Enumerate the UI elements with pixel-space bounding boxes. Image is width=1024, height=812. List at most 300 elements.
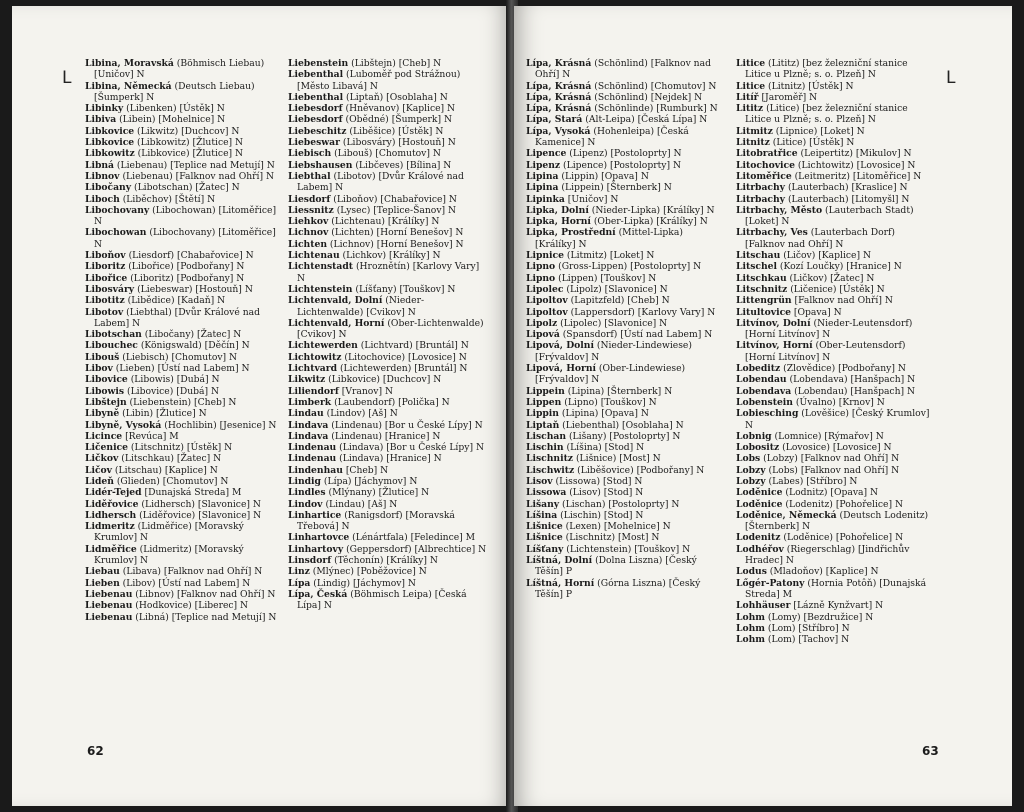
entry-headword: Libořice <box>85 272 128 284</box>
entry-details: (Lichnov) [Horní Benešov] N <box>327 238 464 250</box>
entry-details: (Libkovice) [Žlutice] N <box>134 148 244 160</box>
entry-headword: Liptaň <box>526 419 560 431</box>
entry-headword: Lindau <box>288 408 324 420</box>
index-entry <box>85 58 285 81</box>
entry-details: (Lobs) [Falknov nad Ohří] N <box>765 464 900 476</box>
index-entry <box>288 171 488 194</box>
index-entry <box>736 544 936 567</box>
entry-details: (Lomnice) [Rýmařov] N <box>771 430 884 442</box>
entry-details: (Lom) [Tachov] N <box>765 634 850 646</box>
entry-details: (Ličenice) [Ústěk] N <box>787 283 885 295</box>
entry-headword: Lipence <box>526 148 567 160</box>
entry-details: (Loděnice) [Pohořelice] N <box>780 532 904 544</box>
entry-headword: Lichtowitz <box>288 351 342 363</box>
entry-details: [Jaroměř] N <box>758 91 818 103</box>
entry-details: (Libouš) [Chomutov] N <box>331 148 441 160</box>
entry-details: (Lobzy) [Falknov nad Ohří] N <box>760 453 900 465</box>
entry-headword: Linhartice <box>288 509 342 521</box>
entry-details: (Lysec) [Teplice-Šanov] N <box>333 204 457 216</box>
index-entry <box>288 126 488 137</box>
index-entry <box>288 555 488 566</box>
entry-headword: Lichnov <box>288 227 329 239</box>
index-entry <box>288 465 488 476</box>
index-entry <box>85 510 285 521</box>
entry-details: (Líšina) [Stod] N <box>563 442 645 454</box>
entry-headword: Linhartovy <box>288 543 344 555</box>
index-entry <box>736 194 936 205</box>
entry-headword: Libochovany <box>85 204 150 216</box>
index-entry <box>526 81 726 92</box>
entry-headword: Lischwitz <box>526 464 575 476</box>
entry-headword: Liděřovice <box>85 498 139 510</box>
entry-details: (Gross-Lippen) [Postoloprty] N <box>555 261 702 273</box>
entry-headword: Libočany <box>85 182 132 194</box>
entry-headword: Liebshausen <box>288 159 353 171</box>
entry-details: (Ober-Lindewiese) [Frývaldov] N <box>535 363 686 386</box>
index-entry <box>736 250 936 261</box>
entry-headword: Linz <box>288 566 310 578</box>
entry-details: (Libořice) [Podbořany] N <box>125 261 245 273</box>
index-entry <box>526 420 726 431</box>
entry-headword: Ličkov <box>85 453 119 465</box>
entry-details: (Mlýnec) [Poběžovice] N <box>309 566 427 578</box>
entry-headword: Liebau <box>85 566 120 578</box>
index-entry <box>85 205 285 228</box>
entry-headword: Lípa, Krásná <box>526 103 592 115</box>
index-entry <box>526 499 726 510</box>
index-entry <box>85 408 285 419</box>
index-entry <box>526 476 726 487</box>
entry-details: (Úvalno) [Krnov] N <box>792 396 885 408</box>
entry-details: (Lipina) [Šternberk] N <box>564 385 673 397</box>
entry-details: (Libotov) [Dvůr Králové nad Labem] N <box>297 170 464 194</box>
entry-details: (Lomy) [Bezdružice] N <box>765 611 874 623</box>
entry-details: (Liesdorf) [Chabařovice] N <box>125 250 254 262</box>
entry-details: (Libowis) [Dubá] N <box>127 374 220 386</box>
entry-details: [Revúca] M <box>122 430 179 442</box>
entry-details: (Schönlind) [Nejdek] N <box>591 91 703 103</box>
left-page-number: 62 <box>87 744 104 758</box>
index-entry <box>288 386 488 397</box>
entry-headword: Libštejn <box>85 396 127 408</box>
entry-headword: Lissowa <box>526 487 567 499</box>
index-entry <box>288 69 488 92</box>
index-entry <box>288 453 488 464</box>
entry-details: (Liběchov) [Štětí] N <box>119 193 216 205</box>
entry-headword: Lőgér-Patony <box>736 577 805 589</box>
entry-headword: Lipoltov <box>526 295 568 307</box>
index-entry <box>85 137 285 148</box>
entry-headword: Líštná, Dolní <box>526 555 593 567</box>
index-entry <box>288 532 488 543</box>
entry-details: (Lipnice) [Loket] N <box>772 125 865 137</box>
entry-headword: Lidměřice <box>85 543 137 555</box>
entry-headword: Liebenthal <box>288 91 344 103</box>
entry-headword: Libiva <box>85 114 117 126</box>
index-entry <box>288 487 488 498</box>
index-entry <box>736 261 936 272</box>
index-entry <box>288 250 488 261</box>
entry-headword: Lipolec <box>526 283 564 295</box>
entry-details: [Opava] N <box>791 306 842 318</box>
entry-headword: Libotov <box>85 306 124 318</box>
entry-details: (Lipence) [Postoloprty] N <box>560 159 682 171</box>
index-entry <box>736 137 936 148</box>
entry-details: [Lázně Kynžvart] N <box>790 600 884 612</box>
index-entry <box>85 227 285 250</box>
entry-details: (Lipenz) [Postoloprty] N <box>566 148 682 160</box>
entry-details: (Laubendorf) [Polička] N <box>331 396 450 408</box>
index-entry <box>85 465 285 476</box>
index-entry <box>85 566 285 577</box>
right-page-column-1 <box>526 58 726 600</box>
entry-details: (Libnov) [Falknov nad Ohří] N <box>132 588 276 600</box>
entry-details: (Lindau) [Aš] N <box>322 498 398 510</box>
entry-headword: Lichtenstein <box>288 283 353 295</box>
entry-headword: Libyně <box>85 408 120 420</box>
index-entry <box>526 295 726 306</box>
entry-headword: Loděnice <box>736 487 783 499</box>
entry-headword: Libouš <box>85 351 120 363</box>
entry-headword: Lípa, Krásná <box>526 91 592 103</box>
entry-headword: Lodus <box>736 566 767 578</box>
entry-headword: Lohm <box>736 611 765 623</box>
entry-headword: Litrbachy, Město <box>736 204 823 216</box>
entry-headword: Libouchec <box>85 340 138 352</box>
entry-details: (Litochovice) [Lovosice] N <box>341 351 467 363</box>
entry-details: (Lexen) [Mohelnice] N <box>562 521 671 533</box>
index-entry <box>736 103 936 126</box>
entry-headword: Ličov <box>85 464 113 476</box>
entry-headword: Lobenstein <box>736 396 793 408</box>
entry-headword: Lipina <box>526 182 559 194</box>
index-entry <box>736 92 936 103</box>
entry-details: (Nieder-Lindewiese) [Frývaldov] N <box>535 340 692 363</box>
entry-details: (Libosváry) [Hostouň] N <box>339 137 456 149</box>
entry-details: (Lisov) [Stod] N <box>566 487 644 499</box>
entry-headword: Licince <box>85 430 123 442</box>
entry-details: (Liebenstein) [Cheb] N <box>126 396 237 408</box>
index-entry <box>736 532 936 543</box>
entry-details: (Nieder-Lichtenwalde) [Cvikov] N <box>297 295 425 318</box>
entry-headword: Liessnitz <box>288 204 334 216</box>
entry-details: (Lindava) [Bor u České Lípy] N <box>336 442 484 454</box>
index-entry <box>526 555 726 578</box>
index-entry <box>85 194 285 205</box>
entry-details: (Lindava) [Hranice] N <box>336 453 442 465</box>
entry-details: (Lišany) [Postoloprty] N <box>566 430 681 442</box>
entry-headword: Lípa, Krásná <box>526 80 592 92</box>
entry-details: (Schönlind) [Chomutov] N <box>591 80 717 92</box>
index-entry <box>736 81 936 92</box>
entry-details: (Lichkov) [Králíky] N <box>339 250 441 262</box>
entry-details: (Ober-Leutensdorf) [Horní Litvínov] N <box>745 340 906 363</box>
entry-headword: Lipová, Dolní <box>526 340 594 352</box>
index-entry <box>85 295 285 306</box>
index-entry <box>736 126 936 137</box>
index-entry <box>736 374 936 385</box>
entry-headword: Limberk <box>288 396 332 408</box>
entry-headword: Lideň <box>85 475 114 487</box>
entry-headword: Lipnice <box>526 250 564 262</box>
entry-headword: Libov <box>85 363 113 375</box>
index-entry <box>288 205 488 216</box>
index-entry <box>85 612 285 623</box>
entry-headword: Lobeditz <box>736 363 781 375</box>
index-entry <box>85 160 285 171</box>
entry-headword: Litoměřice <box>736 170 792 182</box>
entry-details: (Kozí Loučky) [Hranice] N <box>776 261 902 273</box>
entry-details: (Ober-Lipka) [Králíky] N <box>590 216 708 228</box>
entry-headword: Liboch <box>85 193 120 205</box>
index-entry <box>288 239 488 250</box>
entry-headword: Liehkov <box>288 216 329 228</box>
index-entry <box>736 205 936 228</box>
entry-details: (Deutsch Lodenitz) [Šternberk] N <box>745 509 929 533</box>
index-entry <box>526 126 726 149</box>
entry-details: (Luboměř pod Strážnou) [Město Libavá] N <box>297 69 461 92</box>
index-entry <box>85 307 285 330</box>
entry-details: (Lobendava) [Hanšpach] N <box>786 374 916 386</box>
index-entry <box>85 431 285 442</box>
index-entry <box>526 453 726 464</box>
entry-details: (Glieden) [Chomutov] N <box>113 475 229 487</box>
entry-headword: Lišany <box>526 498 560 510</box>
entry-headword: Lischan <box>526 430 567 442</box>
index-entry <box>526 148 726 159</box>
index-entry <box>85 329 285 340</box>
entry-details: (Lipina) [Opava] N <box>558 408 649 420</box>
entry-details: (Spansdorf) [Ústí nad Labem] N <box>559 329 713 341</box>
index-entry <box>526 58 726 81</box>
entry-details: (Lindig) [Jáchymov] N <box>310 577 416 589</box>
entry-details: (Litnitz) [Ústěk] N <box>765 80 854 92</box>
entry-headword: Liebthal <box>288 170 331 182</box>
entry-details: (Lindenau) [Bor u České Lípy] N <box>328 419 483 431</box>
entry-headword: Lobnig <box>736 430 772 442</box>
entry-headword: Lindenau <box>288 442 337 454</box>
entry-headword: Lischnitz <box>526 453 574 465</box>
entry-headword: Litíř <box>736 91 759 103</box>
index-entry <box>526 408 726 419</box>
index-entry <box>85 420 285 431</box>
index-entry <box>736 284 936 295</box>
entry-headword: Lippein <box>526 385 565 397</box>
entry-details: (Liebeswar) [Hostouň] N <box>134 283 253 295</box>
index-entry <box>288 227 488 238</box>
entry-headword: Lohm <box>736 634 765 646</box>
entry-details: (Böhmisch Leipa) [Česká Lípa] N <box>297 588 467 612</box>
index-entry <box>736 431 936 442</box>
index-entry <box>288 363 488 374</box>
entry-details: (Böhmisch Liebau) [Uničov] N <box>94 58 265 81</box>
entry-details: (Lénártfala) [Feledince] M <box>349 532 476 544</box>
entry-details: (Lom) [Stříbro] N <box>765 622 850 634</box>
index-entry <box>526 510 726 521</box>
index-entry <box>85 261 285 272</box>
index-entry <box>288 510 488 533</box>
entry-details: (Lovosice) [Lovosice] N <box>779 442 892 454</box>
index-entry <box>85 114 285 125</box>
entry-details: (Hornia Potôň) [Dunajská Streda] M <box>745 577 927 600</box>
entry-headword: Lindava <box>288 430 329 442</box>
index-entry <box>288 194 488 205</box>
entry-details: (Alt-Leipa) [Česká Lípa] N <box>582 114 708 126</box>
entry-headword: Lippin <box>526 408 559 420</box>
index-entry <box>736 442 936 453</box>
index-entry <box>288 578 488 589</box>
index-entry <box>85 600 285 611</box>
entry-headword: Lobendava <box>736 385 792 397</box>
entry-details: (Lauterbach Dorf) [Falknov nad Ohří] N <box>745 227 895 250</box>
entry-headword: Litmitz <box>736 125 773 137</box>
index-entry <box>526 227 726 250</box>
index-entry <box>85 363 285 374</box>
entry-headword: Lindles <box>288 487 326 499</box>
index-entry <box>736 623 936 634</box>
entry-details: (Libochovany) [Litoměřice] N <box>94 227 276 250</box>
entry-headword: Lindenau <box>288 453 337 465</box>
entry-details: (Liboňov) [Chabařovice] N <box>330 193 457 205</box>
entry-headword: Liebenthal <box>288 69 344 81</box>
entry-details: (Lippen) [Touškov] N <box>555 272 657 284</box>
index-entry <box>85 126 285 137</box>
index-entry <box>736 465 936 476</box>
entry-details: (Zlovědice) [Podbořany] N <box>780 363 906 375</box>
entry-details: (Hohenleipa) [Česká Kamenice] N <box>535 125 689 149</box>
entry-details: (Lodnitz) [Opava] N <box>782 487 879 499</box>
entry-details: (Lititz) [bez železniční stanice Litice u Plzně; s. o. Plzeň] N <box>745 58 908 81</box>
entry-headword: Libná <box>85 159 115 171</box>
left-page <box>12 6 510 806</box>
entry-details: (Ranigsdorf) [Moravská Třebová] N <box>297 509 455 533</box>
index-entry <box>736 160 936 171</box>
entry-headword: Lidhersch <box>85 509 137 521</box>
entry-headword: Lípa, Krásná <box>526 58 592 69</box>
index-entry <box>288 58 488 69</box>
entry-headword: Litschkau <box>736 272 787 284</box>
entry-details: (Libočany) [Žatec] N <box>141 329 242 341</box>
index-entry <box>526 431 726 442</box>
index-entry <box>288 420 488 431</box>
entry-details: (Liebisch) [Chomutov] N <box>119 351 238 363</box>
index-entry <box>526 465 726 476</box>
entry-details: (Litschnitz) [Ústěk] N <box>128 442 233 454</box>
entry-headword: Lobzy <box>736 475 766 487</box>
entry-headword: Liebesdorf <box>288 103 343 115</box>
index-entry <box>526 194 726 205</box>
index-entry <box>736 487 936 498</box>
entry-details: (Litice) [Ústěk] N <box>769 137 855 149</box>
entry-details: (Liebenthal) [Osoblaha] N <box>559 419 684 431</box>
entry-headword: Libosváry <box>85 283 135 295</box>
entry-headword: Lititz <box>736 103 764 115</box>
index-entry <box>288 148 488 159</box>
entry-details: (Lichtenstein) [Touškov] N <box>563 543 691 555</box>
entry-headword: Lichtenvald, Horní <box>288 317 385 329</box>
index-entry <box>85 81 285 104</box>
entry-details: (Lischnitz) [Most] N <box>562 532 660 544</box>
entry-headword: Lipinka <box>526 193 565 205</box>
entry-details: (Libštejn) [Cheb] N <box>348 58 442 69</box>
index-entry <box>736 307 936 318</box>
entry-headword: Lodenitz <box>736 532 781 544</box>
index-entry <box>85 182 285 193</box>
entry-headword: Lidmeritz <box>85 521 135 533</box>
entry-headword: Litrbachy, Ves <box>736 227 808 239</box>
entry-headword: Litobratřice <box>736 148 798 160</box>
entry-headword: Lindig <box>288 475 321 487</box>
entry-details: (Lověšice) [Český Krumlov] N <box>745 408 930 431</box>
entry-details: (Schönlind) [Falknov nad Ohří] N <box>535 58 711 81</box>
entry-headword: Lípa <box>288 577 311 589</box>
index-entry <box>288 408 488 419</box>
entry-headword: Litultovice <box>736 306 792 318</box>
entry-headword: Lobendau <box>736 374 787 386</box>
entry-details: (Geppersdorf) [Albrechtice] N <box>343 543 487 555</box>
entry-details: (Lichtowitz) [Lovosice] N <box>795 159 916 171</box>
index-entry <box>85 148 285 159</box>
entry-headword: Lipka, Horní <box>526 216 591 228</box>
index-entry <box>288 431 488 442</box>
index-entry <box>526 250 726 261</box>
entry-details: (Lobendau) [Hanšpach] N <box>791 385 916 397</box>
index-entry <box>288 374 488 385</box>
right-page-column-2 <box>736 58 936 645</box>
index-entry <box>85 544 285 567</box>
index-entry <box>85 476 285 487</box>
entry-details: (Schönlinde) [Rumburk] N <box>591 103 718 115</box>
index-entry <box>288 352 488 363</box>
entry-details: (Königswald) [Děčín] N <box>137 340 250 352</box>
index-entry <box>526 397 726 408</box>
entry-headword: Lichtenau <box>288 250 340 262</box>
entry-details: (Liptaň) [Osoblaha] N <box>343 91 448 103</box>
index-entry <box>526 261 726 272</box>
entry-headword: Lichtenvald, Dolní <box>288 295 383 307</box>
index-entry <box>736 182 936 193</box>
index-entry <box>736 510 936 533</box>
index-entry <box>526 182 726 193</box>
entry-details: (Nieder-Lipka) [Králíky] N <box>588 204 715 216</box>
index-entry <box>526 329 726 340</box>
index-entry <box>288 589 488 612</box>
entry-headword: Lobiesching <box>736 408 799 420</box>
entry-headword: Lipová <box>526 329 560 341</box>
entry-headword: Lindava <box>288 419 329 431</box>
entry-headword: Ličenice <box>85 442 128 454</box>
entry-headword: Lipno <box>526 272 556 284</box>
entry-details: (Hněvanov) [Kaplice] N <box>342 103 456 115</box>
index-entry <box>288 544 488 555</box>
entry-details: (Litschkau) [Žatec] N <box>118 453 222 465</box>
entry-headword: Loděnice <box>736 498 783 510</box>
entry-headword: Lipka, Prostřední <box>526 227 616 239</box>
index-entry <box>288 160 488 171</box>
entry-headword: Liebeschitz <box>288 125 347 137</box>
entry-details: (Lindenau) [Hranice] N <box>328 430 441 442</box>
index-entry <box>736 318 936 341</box>
index-entry <box>526 578 726 601</box>
index-entry <box>526 171 726 182</box>
entry-details: (Obědné) [Šumperk] N <box>342 114 453 126</box>
index-entry <box>288 499 488 510</box>
entry-details: [Falknov nad Ohří] N <box>791 295 893 307</box>
index-entry <box>736 363 936 374</box>
entry-headword: Lichten <box>288 238 327 250</box>
index-entry <box>288 92 488 103</box>
entry-headword: Lichtvard <box>288 363 338 375</box>
